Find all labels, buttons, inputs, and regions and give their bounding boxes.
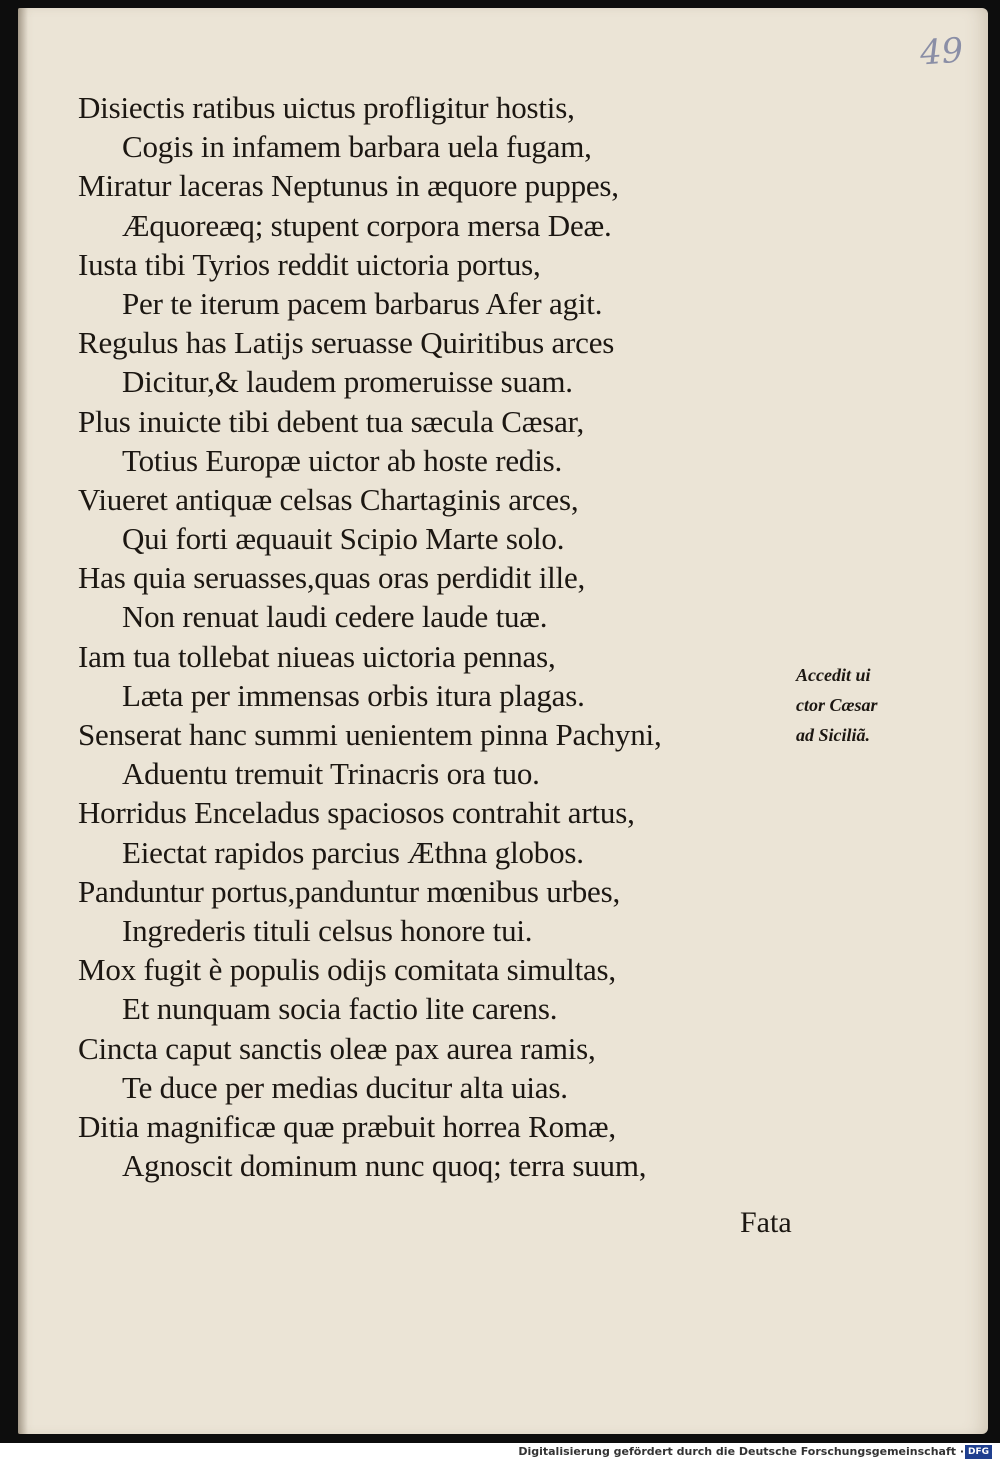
verse-line: Æquoreæq; stupent corpora mersa Deæ. (122, 207, 612, 243)
verse-line: Has quia seruasses,quas oras perdidit ille, (78, 560, 586, 596)
verse-line: Viueret antiquæ celsas Chartaginis arces, (78, 481, 579, 517)
verse-line: Agnoscit dominum nunc quoq; terra suum, (122, 1148, 647, 1184)
verse-line: Totius Europæ uictor ab hoste redis. (122, 442, 563, 478)
folio-number: 49 (918, 30, 965, 74)
verse-line: Dicitur,& laudem promeruisse suam. (122, 364, 573, 400)
verse-line: Cincta caput sanctis oleæ pax aurea ramis, (78, 1030, 596, 1066)
verse-line: Regulus has Latijs seruasse Quiritibus arces (78, 325, 615, 361)
verse-line: Cogis in infamem barbara uela fugam, (122, 129, 592, 165)
verse-line: Aduentu tremuit Trinacris ora tuo. (122, 756, 540, 792)
verse-line: Te duce per medias ducitur alta uias. (122, 1069, 568, 1105)
verse-line: Læta per immensas orbis itura plagas. (122, 677, 585, 713)
verse-line: Et nunquam socia factio lite carens. (122, 991, 558, 1027)
marginal-note-line: ad Siciliã. (796, 725, 871, 745)
verse-line: Ditia magnificæ quæ præbuit horrea Romæ, (78, 1108, 616, 1144)
verse-line: Ingrederis tituli celsus honore tui. (122, 912, 533, 948)
verse-line: Qui forti æquauit Scipio Marte solo. (122, 521, 565, 557)
marginal-note-line: ctor Cæsar (796, 695, 878, 715)
verse-line: Disiectis ratibus uictus profligitur hostis, (78, 90, 575, 125)
verse-line: Senserat hanc summi uenientem pinna Pachyni, (78, 717, 662, 752)
footer-bar (0, 1443, 1000, 1462)
verse-block (78, 88, 778, 1185)
verse-line: Non renuat laudi cedere laude tuæ. (122, 599, 548, 635)
verse-line: Panduntur portus,panduntur mœnibus urbes, (78, 873, 621, 909)
verse-line: Eiectat rapidos parcius Æthna globos. (122, 834, 584, 870)
verse-line: Plus inuicte tibi debent tua sæcula Cæsar, (78, 403, 585, 439)
verse-line: Mox fugit è populis odijs comitata simultas, (78, 952, 616, 988)
verse-line: Iam tua tollebat niueas uictoria pennas, (78, 638, 556, 674)
marginal-note (796, 660, 906, 750)
marginal-note-line: Accedit ui (796, 665, 871, 685)
verse-line: Per te iterum pacem barbarus Afer agit. (122, 285, 603, 321)
dfg-logo: DFG (965, 1445, 992, 1459)
verse-line: Iusta tibi Tyrios reddit uictoria portus, (78, 246, 541, 282)
verse-line: Miratur laceras Neptunus in æquore puppes, (78, 168, 619, 204)
verse-line: Horridus Enceladus spaciosos contrahit artus, (78, 795, 635, 831)
funding-credit: Digitalisierung gefördert durch die Deutsche Forschungsgemeinschaft · (518, 1445, 964, 1458)
page-gutter-shadow (18, 8, 28, 1434)
catchword: Fata (740, 1206, 792, 1239)
